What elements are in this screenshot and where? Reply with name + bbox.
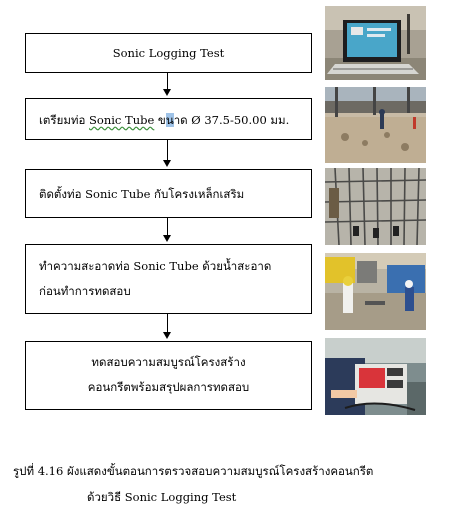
caption-line-2-text: ด้วยวิธี Sonic Logging Test xyxy=(87,490,237,504)
arrow-down-icon xyxy=(163,332,171,339)
caption-line-1-text: รูปที่ 4.16 ผังแสดงขั้นตอนการตรวจสอบความสมบูรณ์โครงสร้างคอนกรีต xyxy=(13,464,374,478)
connector-4 xyxy=(167,314,168,332)
connector-2 xyxy=(167,140,168,160)
construction-site-photo xyxy=(325,87,426,163)
field-laptop-photo xyxy=(325,6,426,80)
step-4-line-2: ก่อนทำการทดสอบ xyxy=(39,284,131,298)
rebar-cage-photo xyxy=(325,168,426,245)
testing-device-photo xyxy=(325,338,426,415)
connector-3 xyxy=(167,218,168,235)
step-2-part-2: Sonic Tube xyxy=(89,113,155,127)
step-5-box xyxy=(25,341,312,410)
step-5-line-1: ทดสอบความสมบูรณ์โครงสร้าง xyxy=(91,355,246,369)
step-5-line-2: คอนกรีตพร้อมสรุปผลการทดสอบ xyxy=(87,380,250,394)
arrow-down-icon xyxy=(163,235,171,242)
arrow-down-icon xyxy=(163,89,171,96)
step-4-line-1: ทำความสะอาดท่อ Sonic Tube ด้วยน้ำสะอาด xyxy=(39,259,272,273)
arrow-down-icon xyxy=(163,160,171,167)
step-2-box xyxy=(25,98,312,140)
step-2-text xyxy=(39,112,311,130)
tube-cleaning-photo xyxy=(325,253,426,330)
step-3-box xyxy=(25,169,312,218)
step-1-text: Sonic Logging Test xyxy=(112,46,225,60)
figure-caption-line-1 xyxy=(13,463,373,481)
figure-caption-line-2 xyxy=(87,489,236,507)
text-selection-highlight: น xyxy=(165,113,174,127)
connector-1 xyxy=(167,73,168,89)
step-2-part-1: เตรียมท่อ xyxy=(39,113,90,127)
step-2-part-5: าด Ø 37.5-50.00 มม. xyxy=(173,113,290,127)
step-4-box xyxy=(25,244,312,314)
step-1-box xyxy=(25,33,312,73)
step-3-text: ติดตั้งท่อ Sonic Tube กับโครงเหล็กเสริม xyxy=(39,187,245,201)
step-2-part-3: ข xyxy=(154,113,166,127)
